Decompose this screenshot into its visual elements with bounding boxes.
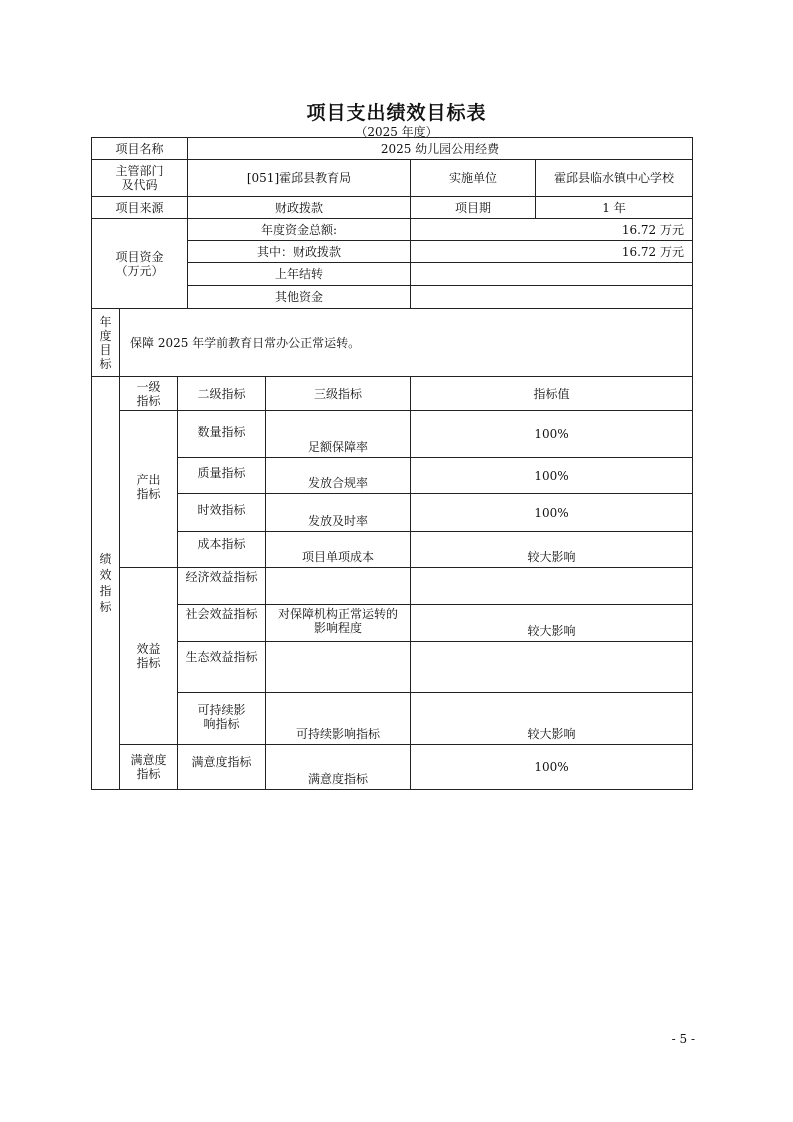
project-name-value: 2025 幼儿园公用经费 [187,137,693,160]
output-level2-cost: 成本指标 [177,531,266,568]
funds-total-label: 年度资金总额: [187,218,411,241]
funds-carryover-value [410,262,693,286]
col-level1-header: 一级指标 [119,376,178,411]
annual-goal-text: 保障 2025 年学前教育日常办公正常运转。 [119,308,693,377]
indicators-section-label [91,376,120,790]
benefit-level2-social: 社会效益指标 [177,604,266,642]
funds-other-value [410,285,693,309]
funds-fiscal-label: 其中：财政拨款 [187,240,411,263]
benefit-value-ecological [410,641,693,693]
satisfaction-level3: 满意度指标 [265,744,411,790]
document-title: 项目支出绩效目标表 [306,102,487,124]
benefit-level3-economic [265,567,411,605]
page-number: - 5 - [671,1032,695,1046]
source-value: 财政拨款 [187,196,411,219]
satisfaction-value: 100% [410,744,693,790]
output-value-cost: 较大影响 [410,531,693,568]
output-value-quality: 100% [410,457,693,494]
benefit-level2-sustainable: 可持续影响指标 [177,692,266,745]
source-label: 项目来源 [91,196,188,219]
funds-other-label: 其他资金 [187,285,411,309]
output-level3-quantity: 足额保障率 [265,410,411,458]
satisfaction-level2: 满意度指标 [177,744,266,790]
benefit-indicators-label: 效益指标 [119,567,178,745]
output-level2-quality: 质量指标 [177,457,266,494]
output-indicators-label: 产出指标 [119,410,178,568]
document-subtitle: （2025 年度） [355,125,438,139]
output-level2-quantity: 数量指标 [177,410,266,458]
output-level3-quality: 发放合规率 [265,457,411,494]
col-level2-header: 二级指标 [177,376,266,411]
funds-label: 项目资金（万元） [91,218,188,309]
col-value-header: 指标值 [410,376,693,411]
output-value-timeliness: 100% [410,493,693,532]
funds-total-value: 16.72 万元 [410,218,693,241]
output-level3-cost: 项目单项成本 [265,531,411,568]
funds-fiscal-value: 16.72 万元 [410,240,693,263]
output-level3-timeliness: 发放及时率 [265,493,411,532]
indicators-section-label-text: 绩效指标 [99,552,112,614]
col-level3-header: 三级指标 [265,376,411,411]
period-label: 项目期 [410,196,536,219]
benefit-level3-social: 对保障机构正常运转的影响程度 [265,604,411,642]
period-value: 1 年 [535,196,693,219]
benefit-level3-sustainable: 可持续影响指标 [265,692,411,745]
benefit-level3-ecological [265,641,411,693]
performance-target-table [91,137,693,790]
output-level2-timeliness: 时效指标 [177,493,266,532]
dept-value: [051]霍邱县教育局 [187,159,411,197]
benefit-value-economic [410,567,693,605]
satisfaction-indicators-label: 满意度指标 [119,744,178,790]
benefit-level2-economic: 经济效益指标 [177,567,266,605]
impl-unit-value: 霍邱县临水镇中心学校 [535,159,693,197]
impl-unit-label: 实施单位 [410,159,536,197]
funds-carryover-label: 上年结转 [187,262,411,286]
project-name-label: 项目名称 [91,137,188,160]
benefit-level2-ecological: 生态效益指标 [177,641,266,693]
benefit-value-social: 较大影响 [410,604,693,642]
dept-label: 主管部门及代码 [91,159,188,197]
output-value-quantity: 100% [410,410,693,458]
benefit-value-sustainable: 较大影响 [410,692,693,745]
annual-goal-label [91,308,120,377]
annual-goal-label-text: 年度目标 [99,314,112,371]
